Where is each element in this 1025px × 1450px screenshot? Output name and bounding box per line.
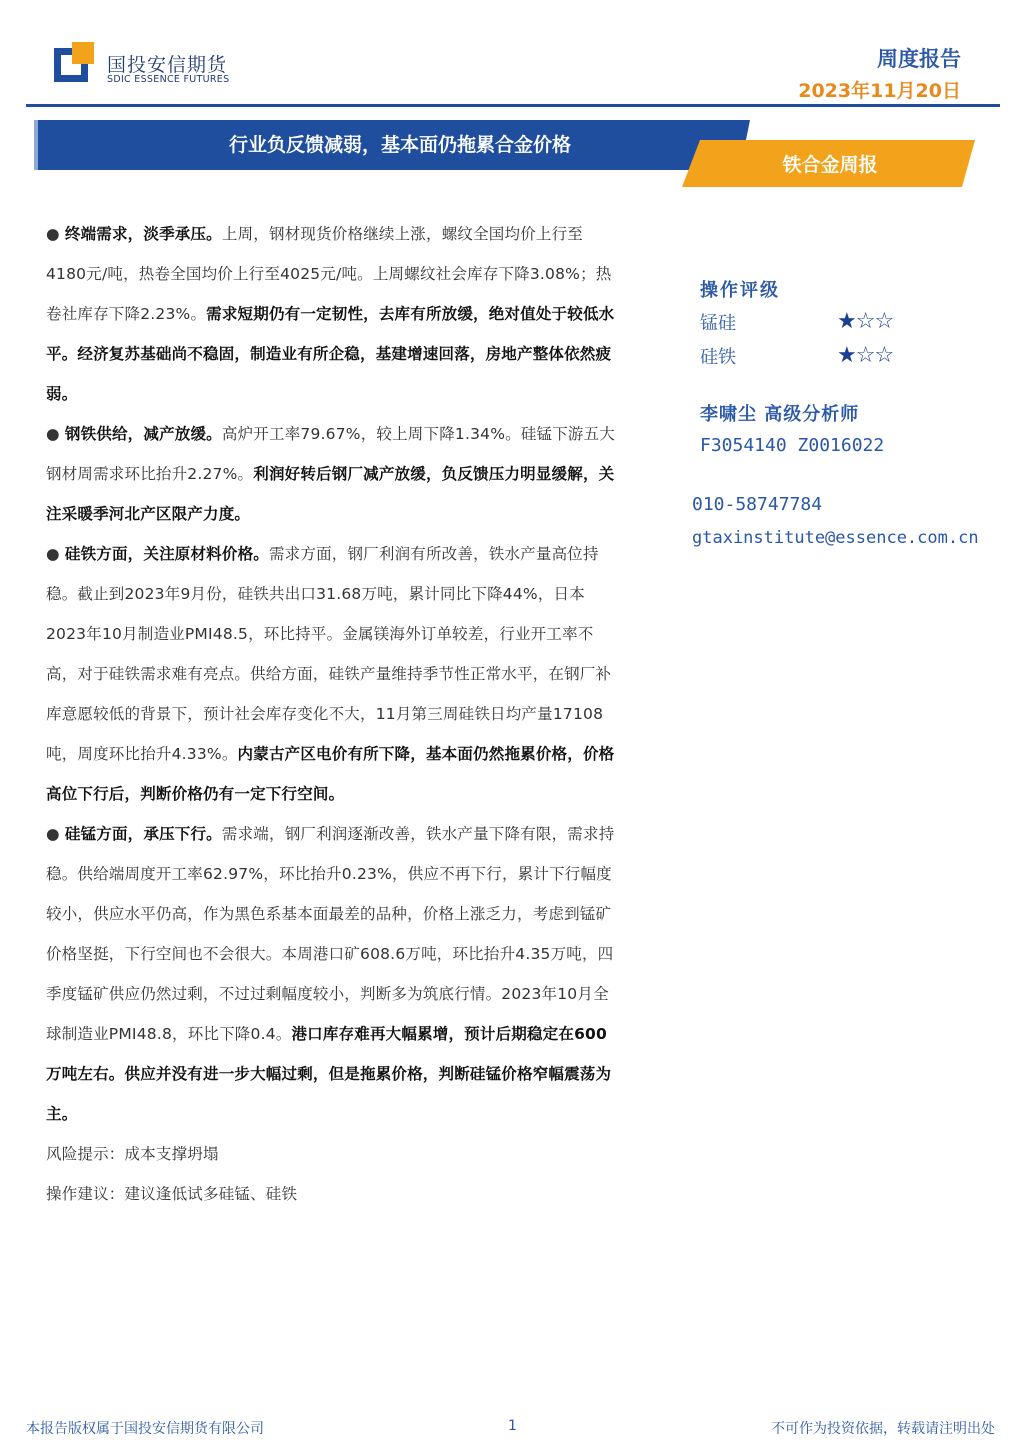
section-text: 需求方面，钢厂利润有所改善，铁水产量高位持稳。截止到2023年9月份，硅铁共出口31.68万吨，累计同比下降44%，日本2023年10月制造业PMI48.5，环比持平。金属镁海外订单较差，行业开工率不高，对于硅铁需求难有亮点。供给方面，硅铁产量维持季节性正常水平，在钢厂补库意愿较低的背景下，预计社会库存变化不大，11月第三周硅铁日均产量17108吨，周度环比抬升4.33%。	[46, 545, 612, 763]
contact-email[interactable]: gtaxinstitute@essence.com.cn	[692, 528, 979, 548]
section-supply	[46, 414, 618, 534]
footer-disclaimer: 不可作为投资依据，转载请注明出处	[771, 1421, 995, 1437]
analyst-cert-numbers: F3054140 Z0016022	[700, 435, 885, 456]
footer-copyright: 本报告版权属于国投安信期货有限公司	[26, 1421, 264, 1437]
bullet: ●	[46, 425, 60, 443]
rating-row-fe-si	[700, 343, 910, 369]
report-category-tag: 铁合金周报	[782, 154, 878, 176]
report-body	[46, 214, 618, 1214]
section-text: 高炉开工率79.67%，较上周下降1.34%。硅锰下游五大钢材周需求环比抬升2.27%。	[46, 425, 616, 483]
report-title: 行业负反馈减弱，基本面仍拖累合金价格	[228, 134, 571, 156]
section-silicomanganese	[46, 814, 618, 1134]
logo-name-en: SDIC ESSENCE FUTURES	[107, 74, 230, 85]
section-bold: 利润好转后钢厂减产放缓，负反馈压力明显缓解，关注采暖季河北产区限产力度。	[46, 465, 615, 523]
report-type: 周度报告	[877, 47, 961, 71]
rating-title: 操作评级	[700, 280, 780, 301]
report-date: 2023年11月20日	[798, 80, 961, 102]
rating-name: 硅铁	[700, 347, 736, 368]
bullet: ●	[46, 825, 60, 843]
section-lead: 终端需求，淡季承压。	[64, 225, 222, 243]
section-bold: 港口库存难再大幅累增，预计后期稳定在600万吨左右。供应并没有进一步大幅过剩，但是拖累价格，判断硅锰价格窄幅震荡为主。	[46, 1025, 612, 1123]
bullet: ●	[46, 225, 60, 243]
risk-warning: 风险提示：成本支撑坍塌	[46, 1145, 219, 1163]
contact-phone: 010-58747784	[692, 494, 823, 515]
page-number: 1	[508, 1418, 517, 1434]
section-lead: 钢铁供给，减产放缓。	[64, 425, 222, 443]
section-lead: 硅锰方面，承压下行。	[64, 825, 222, 843]
rating-name: 锰硅	[700, 313, 736, 334]
rating-row-mn-si	[700, 309, 910, 335]
star-rating-icon: ★☆☆	[837, 309, 894, 334]
section-text: 需求端，钢厂利润逐渐改善，铁水产量下降有限，需求持稳。供给端周度开工率62.97%，环比抬升0.23%，供应不再下行，累计下行幅度较小，供应水平仍高，作为黑色系基本面最差的品种，价格上涨乏力，考虑到锰矿价格坚挺，下行空间也不会很大。本周港口矿608.6万吨，环比抬升4.35万吨，四季度锰矿供应仍然过剩，不过过剩幅度较小，判断多为筑底行情。2023年10月全球制造业PMI48.8，环比下降0.4。	[46, 825, 615, 1043]
company-logo-icon	[54, 42, 98, 82]
section-ferrosilicon	[46, 534, 618, 814]
header-divider	[26, 104, 1000, 107]
logo-name-cn: 国投安信期货	[107, 54, 228, 76]
section-bold: 需求短期仍有一定韧性，去库有所放缓，绝对值处于较低水平。经济复苏基础尚不稳固，制造业有所企稳，基建增速回落，房地产整体依然疲弱。	[46, 305, 615, 403]
operation-advice: 操作建议：建议逢低试多硅锰、硅铁	[46, 1185, 298, 1203]
star-rating-icon: ★☆☆	[837, 343, 894, 368]
section-text: 上周，钢材现货价格继续上涨，螺纹全国均价上行至4180元/吨，热卷全国均价上行至4025元/吨。上周螺纹社会库存下降3.08%；热卷社库存下降2.23%。	[46, 225, 612, 323]
section-demand	[46, 214, 618, 414]
section-lead: 硅铁方面，关注原材料价格。	[64, 545, 269, 563]
bullet: ●	[46, 545, 60, 563]
analyst-name: 李啸尘 高级分析师	[700, 404, 860, 425]
section-bold: 内蒙古产区电价有所下降，基本面仍然拖累价格，价格高位下行后，判断价格仍有一定下行空间。	[46, 745, 615, 803]
